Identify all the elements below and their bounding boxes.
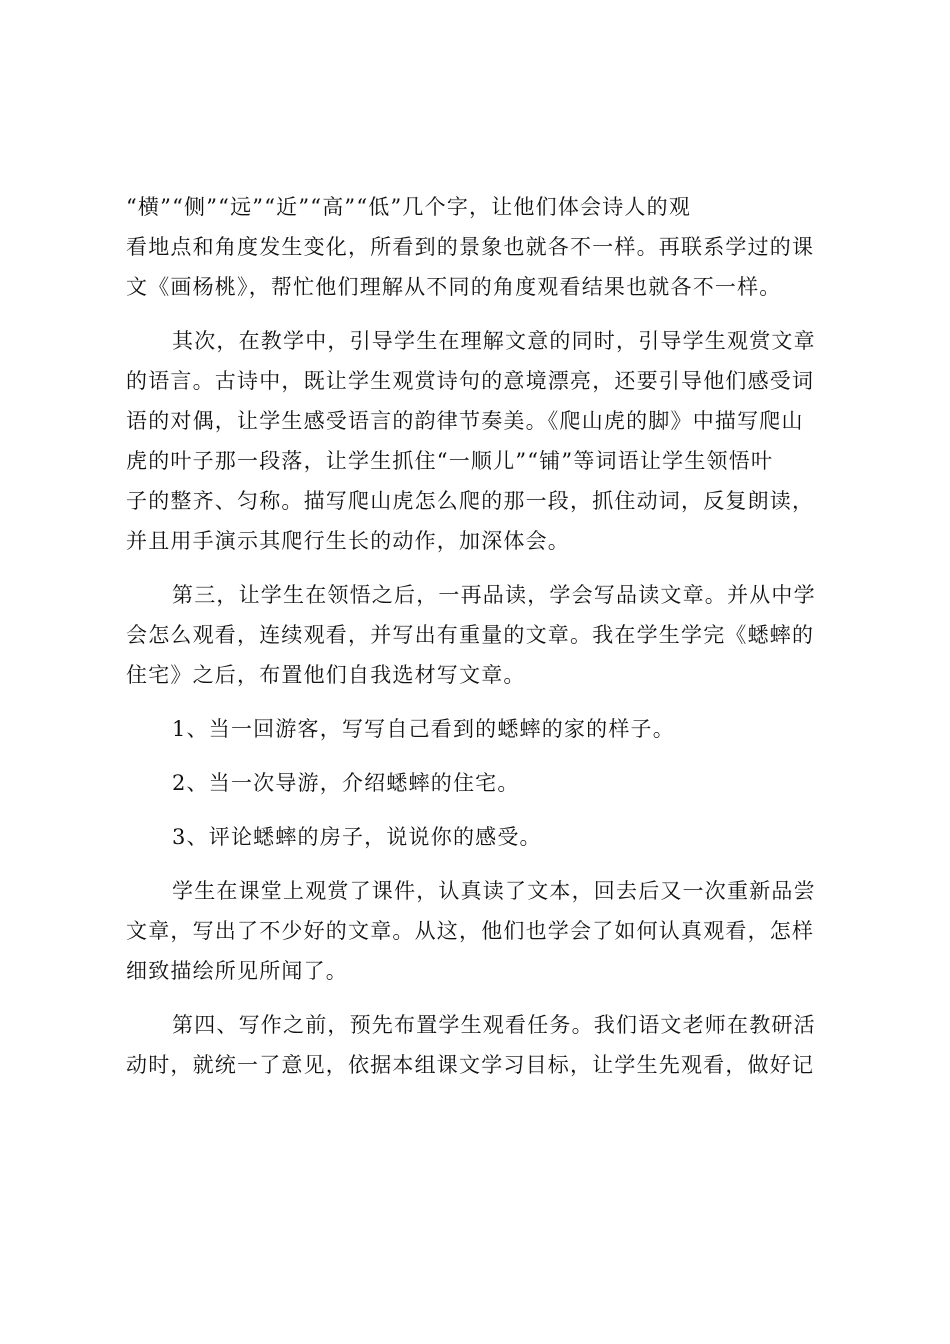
text-line: 子的整齐、匀称。描写爬山虎怎么爬的那一段，抓住动词，反复朗读， xyxy=(126,489,815,513)
text-line: 的语言。古诗中，既让学生观赏诗句的意境漂亮，还要引导他们感受词 xyxy=(126,369,815,393)
text-line: 其次，在教学中，引导学生在理解文意的同时，引导学生观赏文章 xyxy=(172,329,816,353)
text-line: 2、当一次导游，介绍蟋蟀的住宅。 xyxy=(172,771,520,795)
text-line: 语的对偶，让学生感受语言的韵律节奏美。《爬山虎的脚》中描写爬山 xyxy=(126,409,804,433)
text-line: 住宅》之后，布置他们自我选材写文章。 xyxy=(126,663,526,687)
text-line: 文章，写出了不少好的文章。从这，他们也学会了如何认真观看，怎样 xyxy=(126,919,815,943)
paragraph-student-outcome xyxy=(126,871,830,991)
text-line: 并且用手演示其爬行生长的动作，加深体会。 xyxy=(126,529,570,553)
text-line: 学生在课堂上观赏了课件，认真读了文本，回去后又一次重新品尝 xyxy=(172,879,816,903)
text-line: 虎的叶子那一段落，让学生抓住“一顺儿”“铺”等词语让学生领悟叶 xyxy=(126,449,774,473)
paragraph-second xyxy=(126,321,830,561)
text-line: 1、当一回游客，写写自己看到的蟋蟀的家的样子。 xyxy=(172,717,675,741)
text-line: 第三，让学生在领悟之后，一再品读，学会写品读文章。并从中学 xyxy=(172,583,816,607)
list-item-3 xyxy=(126,817,830,857)
document-body xyxy=(126,187,830,1099)
text-line: 文《画杨桃》，帮忙他们理解从不同的角度观看结果也就各不一样。 xyxy=(126,275,782,299)
text-line: 细致描绘所见所闻了。 xyxy=(126,959,348,983)
paragraph-fourth xyxy=(126,1005,830,1085)
text-line: 看地点和角度发生变化，所看到的景象也就各不一样。再联系学过的课 xyxy=(126,235,815,259)
list-item-1 xyxy=(126,709,830,749)
text-line: 第四、写作之前，预先布置学生观看任务。我们语文老师在教研活 xyxy=(172,1013,816,1037)
text-line: 3、评论蟋蟀的房子，说说你的感受。 xyxy=(172,825,542,849)
paragraph-continuation xyxy=(126,187,830,307)
list-item-2 xyxy=(126,763,830,803)
text-line: 会怎么观看，连续观看，并写出有重量的文章。我在学生学完《蟋蟀的 xyxy=(126,623,815,647)
text-line: “横”“侧”“远”“近”“高”“低”几个字，让他们体会诗人的观 xyxy=(126,195,692,219)
paragraph-third xyxy=(126,575,830,695)
text-line: 动时，就统一了意见，依据本组课文学习目标，让学生先观看，做好记 xyxy=(126,1053,815,1077)
